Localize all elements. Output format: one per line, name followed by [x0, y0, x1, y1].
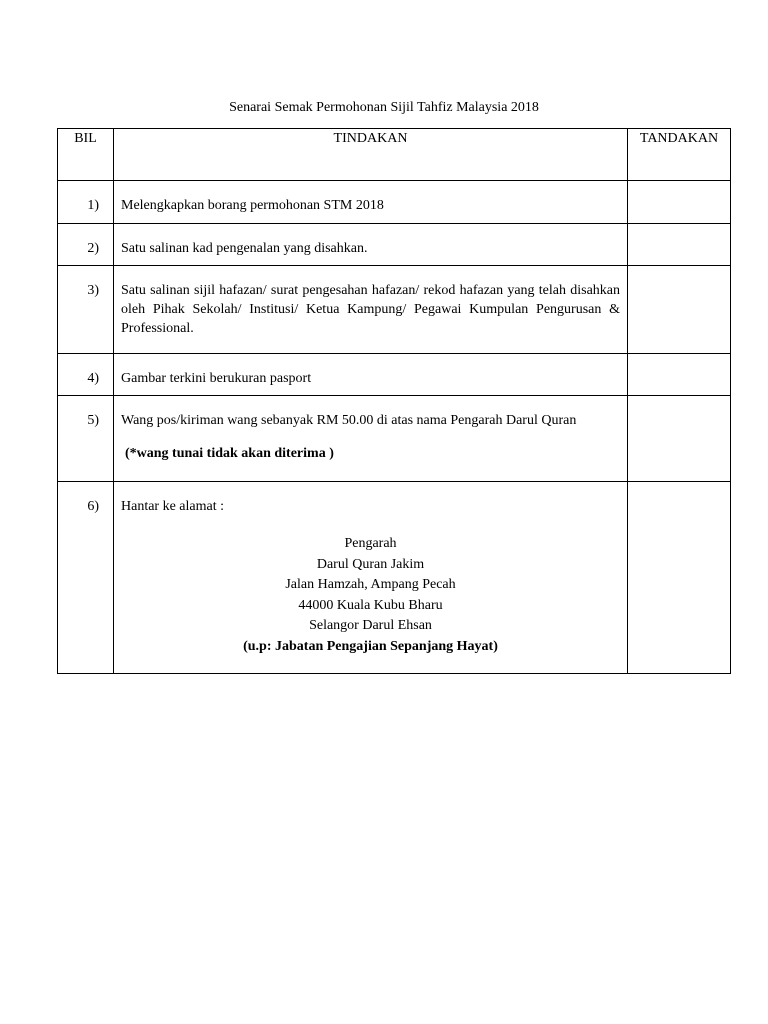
row-action: Hantar ke alamat :	[121, 499, 225, 514]
table-row	[58, 266, 731, 354]
row-action: Satu salinan sijil hafazan/ surat pengesahan hafazan/ rekod hafazan yang telah disahkan oleh Pihak Sekolah/ Institusi/ Ketua Kampung/ Pegawai Kumpulan Pengurusan & Professional.	[114, 266, 628, 354]
row-number: 3)	[58, 266, 114, 354]
row-action: Melengkapkan borang permohonan STM 2018	[114, 181, 628, 224]
cash-note: (*wang tunai tidak akan diterima )	[125, 446, 334, 461]
table-row	[58, 354, 731, 396]
check-cell[interactable]	[628, 266, 731, 354]
mailing-address	[121, 534, 620, 657]
header-bil: BIL	[58, 129, 114, 181]
row-number: 6)	[58, 482, 114, 674]
address-line: 44000 Kuala Kubu Bharu	[298, 597, 443, 613]
header-tandakan: TANDAKAN	[628, 129, 731, 181]
table-row	[58, 482, 731, 674]
table-header-row	[58, 129, 731, 181]
check-cell[interactable]	[628, 181, 731, 224]
document-title: Senarai Semak Permohonan Sijil Tahfiz Malaysia 2018	[229, 100, 539, 115]
row-number: 1)	[58, 181, 114, 224]
row-number: 5)	[58, 396, 114, 482]
row-action-cell	[114, 482, 628, 674]
table-row	[58, 396, 731, 482]
table-row	[58, 224, 731, 266]
address-attention: (u.p: Jabatan Pengajian Sepanjang Hayat)	[243, 638, 498, 654]
address-line: Selangor Darul Ehsan	[309, 618, 432, 633]
table-row	[58, 181, 731, 224]
row-action: Gambar terkini berukuran pasport	[114, 354, 628, 396]
header-tindakan: TINDAKAN	[114, 129, 628, 181]
address-line: Darul Quran Jakim	[316, 556, 425, 572]
check-cell[interactable]	[628, 354, 731, 396]
row-number: 4)	[58, 354, 114, 396]
row-number: 2)	[58, 224, 114, 266]
address-line: Pengarah	[344, 536, 397, 551]
check-cell[interactable]	[628, 482, 731, 674]
address-line: Jalan Hamzah, Ampang Pecah	[285, 577, 456, 592]
row-action-cell	[114, 396, 628, 482]
check-cell[interactable]	[628, 224, 731, 266]
row-action: Satu salinan kad pengenalan yang disahkan.	[114, 224, 628, 266]
row-action: Wang pos/kiriman wang sebanyak RM 50.00 di atas nama Pengarah Darul Quran	[121, 413, 577, 428]
checklist-table	[57, 128, 731, 674]
check-cell[interactable]	[628, 396, 731, 482]
